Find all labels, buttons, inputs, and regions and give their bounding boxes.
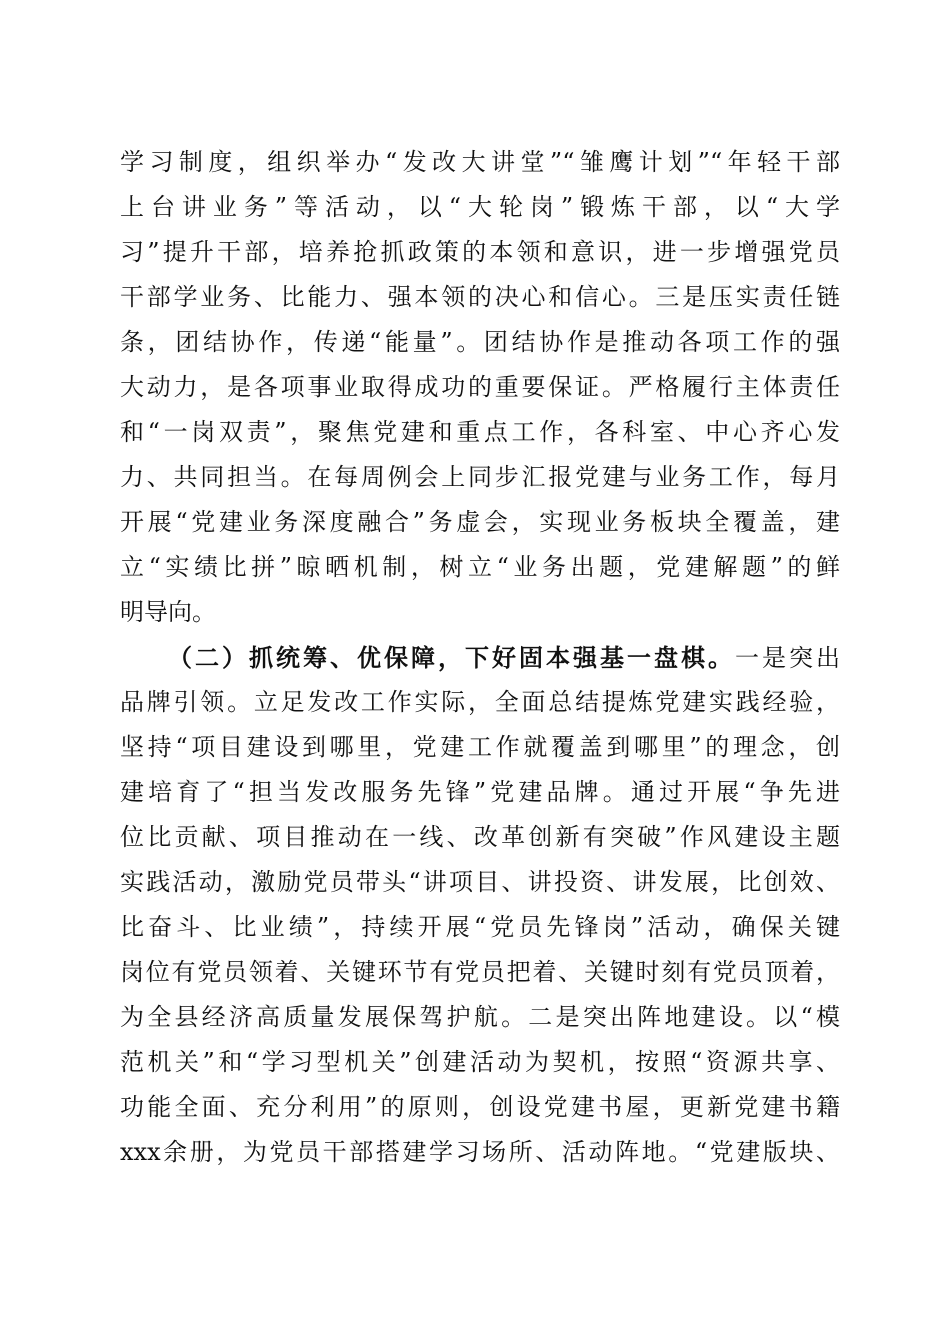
text-line: 为全县经济高质量发展保驾护航。二是突出阵地建设。以“模 (120, 1003, 840, 1031)
text-line: 坚持“项目建设到哪里，党建工作就覆盖到哪里”的理念，创 (120, 733, 840, 761)
body-text (120, 140, 840, 1175)
text-line: 条，团结协作，传递“能量”。团结协作是推动各项工作的强 (120, 328, 840, 356)
text-line: 建培育了“担当发改服务先锋”党建品牌。通过开展“争先进 (120, 778, 840, 806)
text-line: 比奋斗、比业绩”，持续开展“党员先锋岗”活动，确保关键 (120, 913, 840, 941)
text-line: 力、共同担当。在每周例会上同步汇报党建与业务工作，每月 (120, 463, 840, 491)
text-line: 位比贡献、项目推动在一线、改革创新有突破”作风建设主题 (120, 823, 840, 851)
text-line: 大动力，是各项事业取得成功的重要保证。严格履行主体责任 (120, 373, 840, 401)
text-line: 开展“党建业务深度融合”务虚会，实现业务板块全覆盖，建 (120, 508, 840, 536)
text-line: 习”提升干部，培养抢抓政策的本领和意识，进一步增强党员 (120, 238, 840, 266)
text-line: 明导向。 (120, 598, 216, 626)
text-line: 品牌引领。立足发改工作实际，全面总结提炼党建实践经验， (120, 688, 840, 716)
paragraph-2-first-line (120, 635, 840, 680)
text-line: 实践活动，激励党员带头“讲项目、讲投资、讲发展，比创效、 (120, 868, 840, 896)
text-line: 功能全面、充分利用”的原则，创设党建书屋，更新党建书籍 (120, 1093, 840, 1121)
text-line: 立“实绩比拼”晾晒机制，树立“业务出题，党建解题”的鲜 (120, 553, 840, 581)
text-line: 上台讲业务”等活动，以“大轮岗”锻炼干部，以“大学 (120, 193, 840, 221)
paragraph-1 (120, 140, 840, 635)
text-line: xxx余册，为党员干部搭建学习场所、活动阵地。“党建版块、 (120, 1138, 840, 1166)
text-line: 岗位有党员领着、关键环节有党员把着、关键时刻有党员顶着， (120, 958, 840, 986)
text-line: 范机关”和“学习型机关”创建活动为契机，按照“资源共享、 (120, 1048, 840, 1076)
paragraph-2 (120, 635, 840, 1175)
section-heading: （二）抓统筹、优保障，下好固本强基一盘棋。 (168, 643, 735, 672)
first-line-rest: 一是突出 (735, 644, 840, 672)
text-line: 干部学业务、比能力、强本领的决心和信心。三是压实责任链 (120, 283, 840, 311)
text-line: 和“一岗双责”，聚焦党建和重点工作，各科室、中心齐心发 (120, 418, 840, 446)
text-line: 学习制度，组织举办“发改大讲堂”“雏鹰计划”“年轻干部 (120, 148, 840, 176)
